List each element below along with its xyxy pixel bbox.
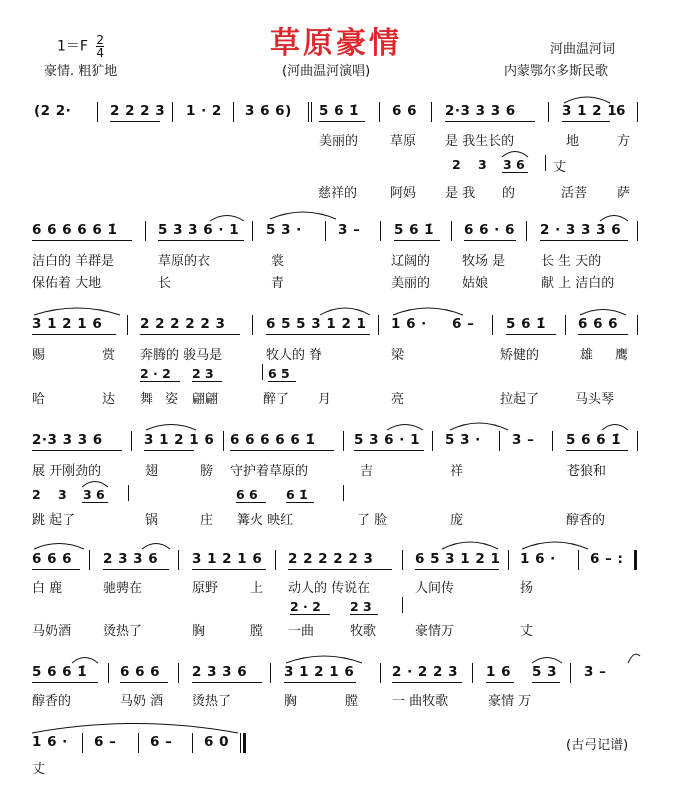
measure: 6 – : — [590, 551, 624, 567]
measure: 5 6 1̇ — [506, 316, 547, 332]
measure: 6 — [616, 103, 626, 119]
measure: 2 · 2 2 3 — [392, 664, 459, 680]
lyric: 扬 — [520, 581, 534, 596]
barline — [565, 315, 566, 335]
lyric: 奔腾的 骏马是 — [140, 348, 223, 363]
measure: 5 3 · — [445, 432, 481, 448]
measure: 2 2 2 2 2 3 — [288, 551, 374, 567]
measure: 5 6 6 1̇ — [566, 432, 622, 448]
beam — [32, 569, 80, 570]
singer-credit: (河曲温河演唱) — [282, 64, 371, 79]
lyric: 拉起了 — [500, 392, 540, 407]
lyric: 舞 — [140, 392, 154, 407]
barline — [325, 221, 326, 241]
lyric: 慈祥的 — [318, 186, 358, 201]
barline — [192, 733, 193, 753]
alt-note: 6 1̇ — [286, 487, 308, 502]
barline — [432, 431, 433, 451]
barline — [145, 221, 146, 241]
lyric: 活菩 — [561, 186, 588, 201]
tie-arc — [30, 720, 240, 734]
beam — [266, 334, 370, 335]
barline — [127, 315, 128, 335]
lyric: 姿 — [165, 392, 179, 407]
measure: 6 6 6 6 6 1̇ — [32, 222, 118, 238]
barline — [223, 431, 224, 451]
end-repeat-barline — [634, 550, 637, 570]
measure: 6 5 5 3 1 2 1 — [266, 316, 367, 332]
slur — [32, 304, 122, 316]
slur — [562, 94, 612, 104]
time-numerator: 2 — [96, 33, 105, 47]
measure: 6 – — [150, 734, 173, 750]
measure: 5 3 — [532, 664, 557, 680]
beam — [290, 614, 330, 615]
slur — [385, 421, 425, 431]
origin-credit: 内蒙鄂尔多斯民歌 — [504, 64, 609, 79]
barline — [131, 431, 132, 451]
beam — [192, 569, 266, 570]
alt-note: 2 3 — [350, 599, 372, 614]
measure: 3 1 2 1 — [562, 103, 618, 119]
lyric: 翅 — [145, 464, 159, 479]
measure: 1 6 · — [391, 316, 427, 332]
slur — [600, 421, 630, 431]
beam — [140, 334, 240, 335]
barline — [380, 221, 381, 241]
slur — [530, 654, 564, 664]
lyric: 洁白的 羊群是 — [32, 254, 115, 269]
lyric: 赐 — [32, 348, 46, 363]
lyric: 保佑着 大地 — [32, 276, 102, 291]
beam — [144, 450, 194, 451]
lyric: 赏 — [102, 348, 116, 363]
song-title: 草原豪情 — [270, 26, 402, 61]
lyric: 翩翩 — [192, 392, 219, 407]
lyric: 庞 — [450, 513, 464, 528]
barline — [380, 663, 381, 683]
lyric: 牧人的 脊 — [266, 348, 323, 363]
lyric: 马奶酒 — [32, 624, 72, 639]
lyric: 萨 — [617, 186, 631, 201]
alt-note: 2 · 2 — [140, 366, 171, 381]
lyric: 上 — [250, 581, 264, 596]
slur — [440, 538, 500, 550]
beam — [103, 569, 169, 570]
alt-note: 2 · 2 — [290, 599, 321, 614]
lyric: 裳 — [271, 254, 285, 269]
beam — [486, 682, 514, 683]
lyric: 庄 — [200, 513, 214, 528]
measure: 3 1 2 1 6 — [284, 664, 355, 680]
measure: 2·3 3 3 6 — [445, 103, 516, 119]
barline — [308, 102, 309, 122]
beam — [120, 682, 168, 683]
beam — [192, 682, 262, 683]
beam — [140, 381, 180, 382]
beam — [158, 240, 244, 241]
measure: 5 3 6 · 1 — [354, 432, 421, 448]
barline — [499, 431, 500, 451]
barline — [472, 663, 473, 683]
barline — [262, 364, 263, 380]
measure: 3 1 2 1 6 — [192, 551, 263, 567]
slur — [140, 540, 172, 550]
lyric: 驰骋在 — [103, 581, 143, 596]
beam — [394, 240, 440, 241]
barline — [82, 733, 83, 753]
lyric: 醇香的 — [32, 694, 72, 709]
lyric: 雄 — [580, 348, 594, 363]
beam — [502, 172, 528, 173]
barline — [379, 102, 380, 122]
alt-note: 6 5 — [268, 366, 290, 381]
measure: 3 – — [512, 432, 535, 448]
measure: 6 0 — [204, 734, 229, 750]
barline — [275, 550, 276, 570]
barline — [270, 663, 271, 683]
barline — [138, 733, 139, 753]
lyric: 是 我 — [445, 186, 476, 201]
mood-marking: 豪情. 粗犷地 — [44, 64, 118, 79]
slur — [626, 652, 642, 664]
alt-note: 2 3 — [192, 366, 214, 381]
lyric: 鹰 — [615, 348, 629, 363]
beam — [286, 502, 314, 503]
lyric: 美丽的 — [391, 276, 431, 291]
barline — [108, 663, 109, 683]
lyric: 一曲 — [288, 624, 315, 639]
beam — [415, 569, 499, 570]
barline — [492, 315, 493, 335]
beam — [32, 682, 98, 683]
measure: 5 6 1̇ — [394, 222, 435, 238]
barline — [548, 102, 549, 122]
barline — [552, 431, 553, 451]
beam — [110, 121, 160, 122]
lyric: 达 — [102, 392, 116, 407]
alt-note: 3 6 — [503, 157, 525, 172]
slur — [391, 304, 465, 316]
slur — [70, 654, 100, 664]
lyric: 草原的衣 — [158, 254, 211, 269]
lyric: 是 我生长的 — [445, 134, 515, 149]
beam — [230, 450, 334, 451]
measure: 6 6 6 — [578, 316, 619, 332]
lyric: 辽阔的 — [391, 254, 431, 269]
measure: 2 3 3 6 — [103, 551, 159, 567]
beam — [192, 381, 222, 382]
lyric: 跳 起了 — [32, 513, 76, 528]
lyric: 方 — [617, 134, 631, 149]
measure: (2 2· — [34, 103, 72, 119]
lyric: 膛 — [345, 694, 359, 709]
slur — [268, 208, 338, 220]
measure: 2 2 2 2 2 3 — [140, 316, 226, 332]
measure: 5 6 1̇ — [319, 103, 360, 119]
lyric: 白 鹿 — [32, 581, 63, 596]
lyric: 姑娘 — [462, 276, 489, 291]
measure: 2 3 3 6 — [192, 664, 248, 680]
barline — [637, 431, 638, 451]
barline — [240, 733, 241, 753]
measure: 2 · 3 3 3 6 — [540, 222, 622, 238]
lyric: 丈 — [520, 624, 534, 639]
lyric: 青 — [271, 276, 285, 291]
lyric: 胸 — [192, 624, 206, 639]
barline — [378, 315, 379, 335]
alt-note: 3 — [58, 487, 67, 502]
measure: 6 – — [452, 316, 475, 332]
lyric: 地 — [566, 134, 580, 149]
slur — [284, 652, 364, 664]
measure: 1 6 — [486, 664, 511, 680]
slur — [32, 540, 86, 550]
lyric: 醇香的 — [566, 513, 606, 528]
lyric: 膛 — [250, 624, 264, 639]
lyric: 烫热了 — [192, 694, 232, 709]
lyric: 祥 — [450, 464, 464, 479]
lyric: 动人的 传说在 — [288, 581, 371, 596]
lyric: 美丽的 — [319, 134, 359, 149]
slur — [318, 304, 372, 316]
time-signature — [96, 34, 104, 59]
barline — [343, 431, 344, 451]
key-label: 1＝F — [57, 38, 88, 55]
barline — [637, 102, 638, 122]
lyric: 的 — [502, 186, 516, 201]
lyric: 一 曲牧歌 — [392, 694, 449, 709]
key-signature — [57, 34, 104, 59]
measure: 6 5 3 1 2 1 — [415, 551, 501, 567]
time-denominator: 4 — [96, 46, 105, 60]
barline — [451, 221, 452, 241]
beam — [288, 569, 392, 570]
lyric: 原野 — [192, 581, 219, 596]
beam — [32, 334, 116, 335]
lyric: 胸 — [284, 694, 298, 709]
lyric: 丈 — [32, 762, 46, 777]
beam — [540, 240, 628, 241]
lyric: 梁 — [391, 348, 405, 363]
measure: 6 – — [94, 734, 117, 750]
lyric: 豪情 万 — [488, 694, 532, 709]
beam — [354, 450, 424, 451]
final-barline — [243, 733, 246, 753]
lyric: 人间传 — [415, 581, 455, 596]
lyric: 阿妈 — [390, 186, 417, 201]
measure: 6 6 — [392, 103, 417, 119]
measure: 3 – — [338, 222, 361, 238]
beam — [532, 682, 560, 683]
barline — [172, 102, 173, 122]
barline — [178, 550, 179, 570]
transcriber-credit: (古弓记谱) — [566, 738, 629, 753]
lyric: 篝火 映红 — [237, 513, 294, 528]
lyric: 长 — [158, 276, 172, 291]
barline — [252, 315, 253, 335]
measure: 3 – — [584, 664, 607, 680]
measure: 3 1 2 1 6 — [144, 432, 215, 448]
lyric: 了 脸 — [357, 513, 388, 528]
lyric: 矫健的 — [500, 348, 540, 363]
slur — [500, 148, 530, 158]
beam — [445, 121, 535, 122]
beam — [350, 614, 378, 615]
lyricist-credit: 河曲温河词 — [550, 42, 616, 57]
lyric: 锅 — [145, 513, 159, 528]
barline — [128, 485, 129, 501]
lyric: 豪情万 — [415, 624, 455, 639]
lyric: 草原 — [390, 134, 417, 149]
alt-note: 3 6 — [83, 487, 105, 502]
barline — [570, 663, 571, 683]
alt-note: 3 — [478, 157, 487, 172]
barline — [637, 315, 638, 335]
slur — [578, 306, 628, 316]
lyric: 哈 — [32, 392, 46, 407]
alt-note: 2 — [32, 487, 41, 502]
slur — [520, 538, 590, 550]
lyric: 长 生 天的 — [541, 254, 602, 269]
alt-note: 6 6 — [236, 487, 258, 502]
beam — [32, 450, 122, 451]
slur — [208, 212, 246, 222]
lyric: 守护着草原的 — [230, 464, 309, 479]
barline — [637, 221, 638, 241]
beam — [284, 682, 356, 683]
alt-note: 2 — [452, 157, 461, 172]
barline — [431, 102, 432, 122]
beam — [566, 450, 628, 451]
barline — [311, 102, 312, 122]
lyric: 马头琴 — [575, 392, 615, 407]
barline — [402, 550, 403, 570]
measure: 5 3 3 6 · 1 — [158, 222, 240, 238]
beam — [32, 240, 132, 241]
beam — [464, 240, 516, 241]
slur — [598, 212, 630, 222]
barline — [545, 155, 546, 171]
measure: 2 2 2 3 — [110, 103, 166, 119]
slur — [80, 478, 110, 488]
measure: 6 6 6 — [120, 664, 161, 680]
measure: 6 6 6 6 6 1̇ — [230, 432, 316, 448]
measure: 1 6 · — [520, 551, 556, 567]
barline — [508, 550, 509, 570]
measure: 5 6 6 1̇ — [32, 664, 88, 680]
barline — [97, 102, 98, 122]
beam — [578, 334, 628, 335]
lyric: 亮 — [391, 392, 405, 407]
barline — [233, 102, 234, 122]
lyric: 烫热了 — [103, 624, 143, 639]
measure: 1 · 2 — [186, 103, 222, 119]
lyric: 吉 — [360, 464, 374, 479]
barline — [526, 221, 527, 241]
measure: 5 3 · — [266, 222, 302, 238]
barline — [402, 597, 403, 613]
lyric: 献 上 洁白的 — [541, 276, 615, 291]
measure: 3 6 6) — [245, 103, 292, 119]
beam — [392, 682, 462, 683]
lyric: 苍狼和 — [567, 464, 607, 479]
barline — [178, 663, 179, 683]
measure: 3 1 2 1 6 — [32, 316, 103, 332]
lyric: 月 — [318, 392, 332, 407]
lyric: 丈 — [553, 160, 567, 175]
lyric: 展 开刚劲的 — [32, 464, 102, 479]
slur — [144, 421, 198, 431]
measure: 1 6 · — [32, 734, 68, 750]
beam — [236, 502, 266, 503]
beam — [268, 381, 296, 382]
barline — [578, 550, 579, 570]
barline — [89, 550, 90, 570]
measure: 6 6 · 6 — [464, 222, 515, 238]
lyric: 膀 — [200, 464, 214, 479]
lyric: 马奶 酒 — [120, 694, 164, 709]
measure: 2·3 3 3 6 — [32, 432, 103, 448]
lyric: 醉了 — [263, 392, 290, 407]
barline — [343, 485, 344, 501]
beam — [319, 121, 365, 122]
beam — [506, 334, 556, 335]
lyric: 牧场 是 — [462, 254, 506, 269]
slur — [448, 419, 510, 431]
beam — [82, 502, 108, 503]
beam — [562, 121, 610, 122]
barline — [252, 221, 253, 241]
lyric: 牧歌 — [350, 624, 377, 639]
measure: 6 6 6 — [32, 551, 73, 567]
